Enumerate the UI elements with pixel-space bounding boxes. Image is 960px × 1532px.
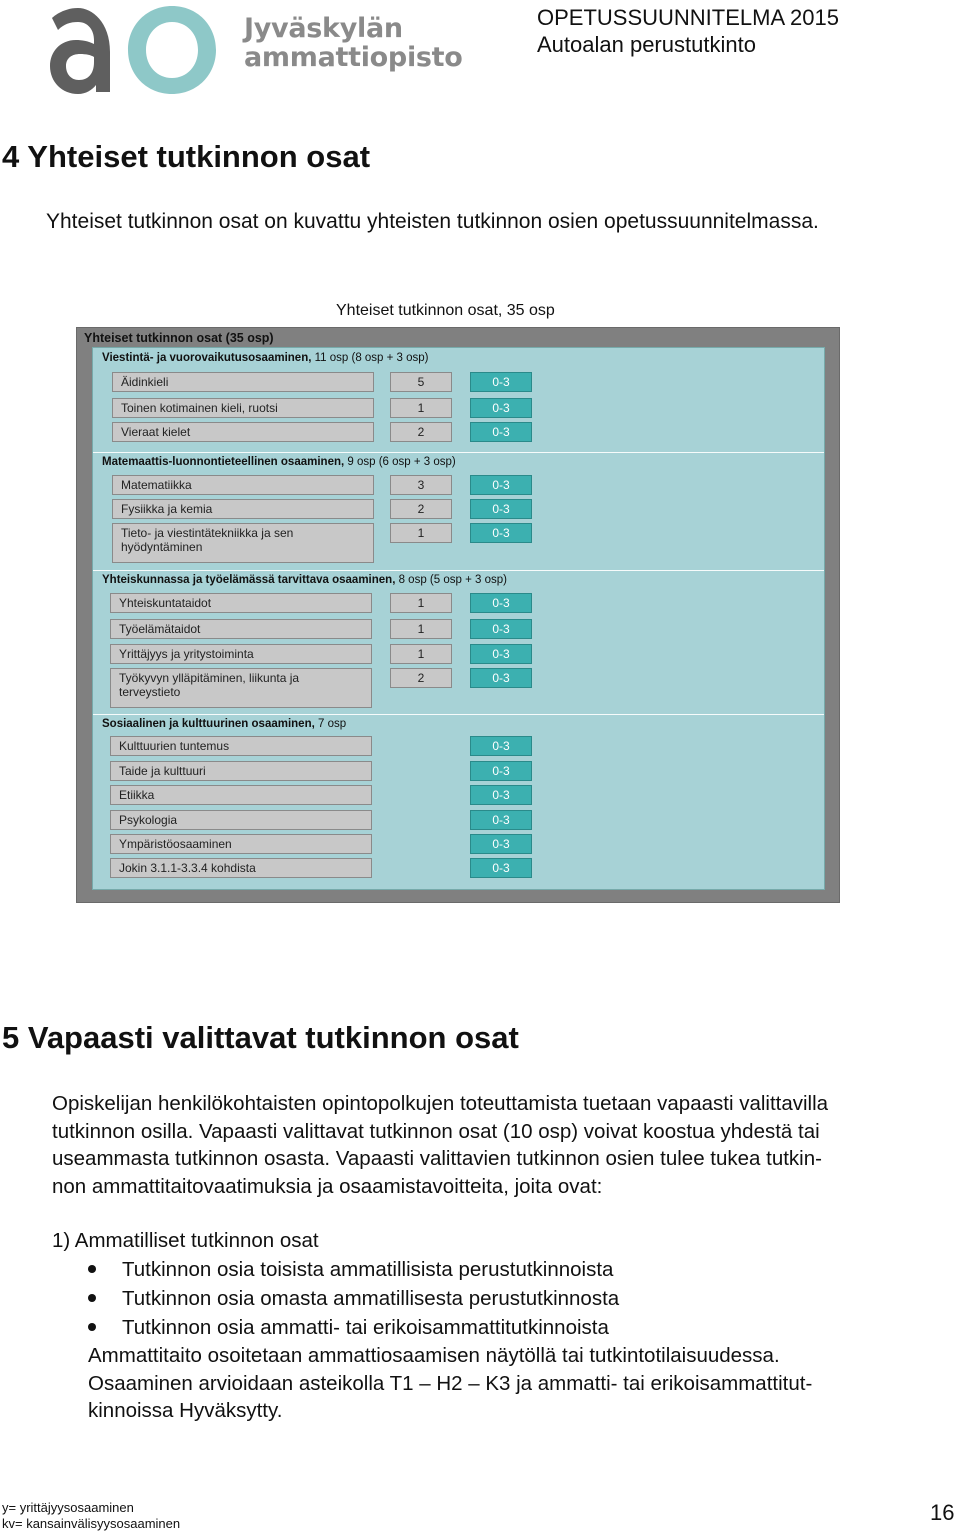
osp-cell: 2 <box>390 668 452 688</box>
osp-cell: 1 <box>390 619 452 639</box>
group-label-rest: 11 osp (8 osp + 3 osp) <box>311 352 429 364</box>
group-label <box>102 574 507 586</box>
footer-note: y= yrittäjyysosaaminen <box>2 1500 134 1515</box>
osp-cell: 5 <box>390 372 452 392</box>
course-name-cell: Yrittäjyys ja yritystoiminta <box>110 644 372 664</box>
list-item <box>88 1313 609 1342</box>
paragraph-line: Ammattitaito osoitetaan ammattiosaamisen näytöllä tai tutkintotilaisuudessa. <box>88 1344 780 1367</box>
course-name-cell: Työelämätaidot <box>110 619 372 639</box>
course-name-cell: Psykologia <box>110 810 372 830</box>
list-item <box>88 1284 619 1313</box>
bullet-icon <box>88 1323 96 1331</box>
group-label-bold: Yhteiskunnassa ja työelämässä tarvittava osaaminen, <box>102 574 396 586</box>
course-name-cell: Matematiikka <box>112 475 374 495</box>
range-cell: 0-3 <box>470 761 532 781</box>
range-cell: 0-3 <box>470 523 532 543</box>
osp-cell: 2 <box>390 422 452 442</box>
range-cell: 0-3 <box>470 593 532 613</box>
range-cell: 0-3 <box>470 785 532 805</box>
course-name-cell: Toinen kotimainen kieli, ruotsi <box>112 398 374 418</box>
bullet-icon <box>88 1265 96 1273</box>
osp-cell: 1 <box>390 523 452 543</box>
course-name-cell: Kulttuurien tuntemus <box>110 736 372 756</box>
group-divider <box>93 452 824 453</box>
paragraph-line: Osaaminen arvioidaan asteikolla T1 – H2 – K3 ja ammatti- tai erikoisammattitut- <box>88 1371 813 1395</box>
osp-cell: 1 <box>390 644 452 664</box>
group-label-bold: Sosiaalinen ja kulttuurinen osaaminen, <box>102 718 315 730</box>
list-item-text: Tutkinnon osia ammatti- tai erikoisammattitutkinnoista <box>122 1316 609 1339</box>
course-name-cell: Yhteiskuntataidot <box>110 593 372 613</box>
range-cell: 0-3 <box>470 372 532 392</box>
group-label <box>102 718 346 730</box>
logo-letter-o <box>128 6 216 94</box>
paragraph-line: tutkinnon osilla. Vapaasti valittavat tutkinnon osat (10 osp) voivat koostua yhdestä tai <box>52 1119 820 1143</box>
bullet-icon <box>88 1294 96 1302</box>
document-title: OPETUSSUUNNITELMA 2015 <box>537 5 839 30</box>
group-label-rest: 7 osp <box>314 718 347 730</box>
list-item-text: Tutkinnon osia omasta ammatillisesta perustutkinnosta <box>122 1287 620 1310</box>
footer-note: kv= kansainvälisyysosaaminen <box>2 1516 181 1531</box>
range-cell: 0-3 <box>470 422 532 442</box>
group-label-bold: Matemaattis-luonnontieteellinen osaaminen, <box>102 456 345 468</box>
footer-notes <box>2 1500 180 1532</box>
list-item <box>88 1255 613 1284</box>
osp-cell: 2 <box>390 499 452 519</box>
logo-line-1: Jyväskylän <box>244 13 403 44</box>
course-name-cell: Ympäristöosaaminen <box>110 834 372 854</box>
document-header <box>537 4 839 58</box>
course-name-cell: Työkyvyn ylläpitäminen, liikunta ja terveystieto <box>110 668 372 708</box>
list-item-text: Tutkinnon osia toisista ammatillisista perustutkinnoista <box>122 1258 614 1281</box>
paragraph-line: kinnoissa Hyväksytty. <box>88 1399 283 1422</box>
section-4-intro: Yhteiset tutkinnon osat on kuvattu yhteisten tutkinnon osien opetussuunnitelmassa. <box>46 210 819 233</box>
range-cell: 0-3 <box>470 834 532 854</box>
range-cell: 0-3 <box>470 475 532 495</box>
page-number: 16 <box>930 1500 955 1525</box>
section-4-heading: 4 Yhteiset tutkinnon osat <box>2 139 371 174</box>
document-subtitle: Autoalan perustutkinto <box>537 32 756 57</box>
range-cell: 0-3 <box>470 668 532 688</box>
logo-line-2: ammattiopisto <box>244 42 463 73</box>
paragraph-line: non ammattitaitovaatimuksia ja osaamistavoitteita, joita ovat: <box>52 1174 603 1198</box>
group-divider <box>93 570 824 571</box>
group-label <box>102 352 429 364</box>
course-name-cell: Jokin 3.1.1-3.3.4 kohdista <box>110 858 372 878</box>
group-label-rest: 8 osp (5 osp + 3 osp) <box>395 574 507 586</box>
course-name-cell: Äidinkieli <box>112 372 374 392</box>
paragraph-line: useammasta tutkinnon osasta. Vapaasti valittavien tutkinnon osien tulee tukea tutkin- <box>52 1147 822 1170</box>
range-cell: 0-3 <box>470 858 532 878</box>
range-cell: 0-3 <box>470 810 532 830</box>
course-name-cell: Tieto- ja viestintätekniikka ja sen hyödyntäminen <box>112 523 374 563</box>
group-label-bold: Viestintä- ja vuorovaikutusosaaminen, <box>102 352 312 364</box>
course-name-cell: Taide ja kulttuuri <box>110 761 372 781</box>
paragraph-line: Opiskelijan henkilökohtaisten opintopolkujen toteuttamista tuetaan vapaasti valittavilla <box>52 1092 829 1115</box>
section-5-heading: 5 Vapaasti valittavat tutkinnon osat <box>2 1020 519 1055</box>
logo-letter-a <box>50 8 110 94</box>
course-name-cell: Fysiikka ja kemia <box>112 499 374 519</box>
range-cell: 0-3 <box>470 644 532 664</box>
course-name-cell: Vieraat kielet <box>112 422 374 442</box>
range-cell: 0-3 <box>470 619 532 639</box>
range-cell: 0-3 <box>470 499 532 519</box>
list-title: 1) Ammatilliset tutkinnon osat <box>52 1229 319 1252</box>
section-5-paragraph <box>52 1090 952 1200</box>
range-cell: 0-3 <box>470 736 532 756</box>
ao-logo <box>48 0 228 100</box>
diagram-title: Yhteiset tutkinnon osat, 35 osp <box>336 302 555 319</box>
logo-wordmark <box>244 14 463 72</box>
range-cell: 0-3 <box>470 398 532 418</box>
group-label <box>102 456 456 468</box>
assessment-paragraph <box>88 1342 948 1425</box>
osp-cell: 1 <box>390 593 452 613</box>
course-name-cell: Etiikka <box>110 785 372 805</box>
group-label-rest: 9 osp (6 osp + 3 osp) <box>344 456 456 468</box>
osp-cell: 1 <box>390 398 452 418</box>
osp-cell: 3 <box>390 475 452 495</box>
diagram-outer-label: Yhteiset tutkinnon osat (35 osp) <box>84 331 274 345</box>
group-divider <box>93 714 824 715</box>
